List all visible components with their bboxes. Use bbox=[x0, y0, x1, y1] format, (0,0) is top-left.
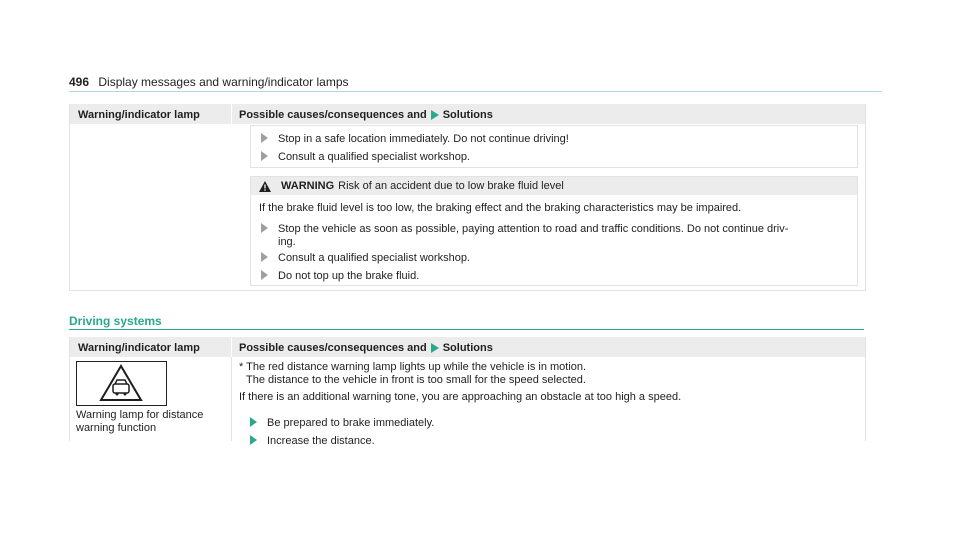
table-header bbox=[70, 337, 865, 357]
col-header-lamp: Warning/indicator lamp bbox=[78, 109, 200, 121]
list-item: Stop in a safe location immediately. Do not continue driving! bbox=[261, 133, 569, 146]
list-item: Consult a qualified specialist workshop. bbox=[261, 252, 470, 265]
col-header-solutions: Possible causes/consequences and Solutions bbox=[239, 109, 493, 121]
step-arrow-icon bbox=[261, 223, 268, 233]
list-item: Stop the vehicle as soon as possible, paying attention to road and traffic conditions. Do not continue driv- ing. bbox=[261, 223, 788, 249]
solution-arrow-icon bbox=[431, 343, 439, 353]
header-rule bbox=[69, 91, 882, 92]
page-header bbox=[69, 75, 349, 89]
list-item: Consult a qualified specialist workshop. bbox=[261, 151, 470, 164]
distance-warning-lamp-icon bbox=[76, 361, 167, 406]
driving-systems-table bbox=[69, 337, 866, 447]
warning-header bbox=[251, 177, 857, 195]
list-item: Do not top up the brake fluid. bbox=[261, 270, 419, 283]
step-arrow-icon bbox=[261, 151, 268, 161]
list-item: Increase the distance. bbox=[250, 435, 375, 448]
solution-arrow-icon bbox=[431, 110, 439, 120]
table-header bbox=[70, 104, 865, 124]
solutions-box bbox=[250, 125, 858, 168]
section-title: Driving systems bbox=[69, 314, 162, 328]
solution-arrow-icon bbox=[250, 435, 257, 445]
solution-arrow-icon bbox=[250, 417, 257, 427]
warning-label: WARNING bbox=[281, 180, 335, 192]
step-arrow-icon bbox=[261, 252, 268, 262]
page-header-title: Display messages and warning/indicator lamps bbox=[98, 75, 349, 89]
lamp-description: * The red distance warning lamp lights up while the vehicle is in motion. The distance to the vehicle in front is too small for the speed selected. If there is an additional warning tone, you are approaching an obstacle at too high a speed. bbox=[239, 361, 682, 403]
section-rule bbox=[69, 329, 864, 330]
lamp-caption: Warning lamp for distance warning function bbox=[76, 409, 204, 434]
table-row bbox=[70, 357, 865, 447]
warning-box bbox=[250, 176, 858, 286]
step-arrow-icon bbox=[261, 270, 268, 280]
step-arrow-icon bbox=[261, 133, 268, 143]
warning-paragraph: If the brake fluid level is too low, the braking effect and the braking characteristics may be impaired. bbox=[259, 202, 742, 214]
col-header-solutions: Possible causes/consequences and Solutions bbox=[239, 342, 493, 354]
page-number: 496 bbox=[69, 75, 90, 89]
column-separator bbox=[231, 357, 232, 441]
header-separator bbox=[231, 104, 232, 124]
warning-triangle-icon bbox=[259, 181, 271, 192]
col-header-lamp: Warning/indicator lamp bbox=[78, 342, 200, 354]
warning-text: Risk of an accident due to low brake fluid level bbox=[338, 180, 564, 192]
list-item: Be prepared to brake immediately. bbox=[250, 417, 434, 430]
brake-fluid-table bbox=[69, 104, 866, 291]
header-separator bbox=[231, 337, 232, 357]
